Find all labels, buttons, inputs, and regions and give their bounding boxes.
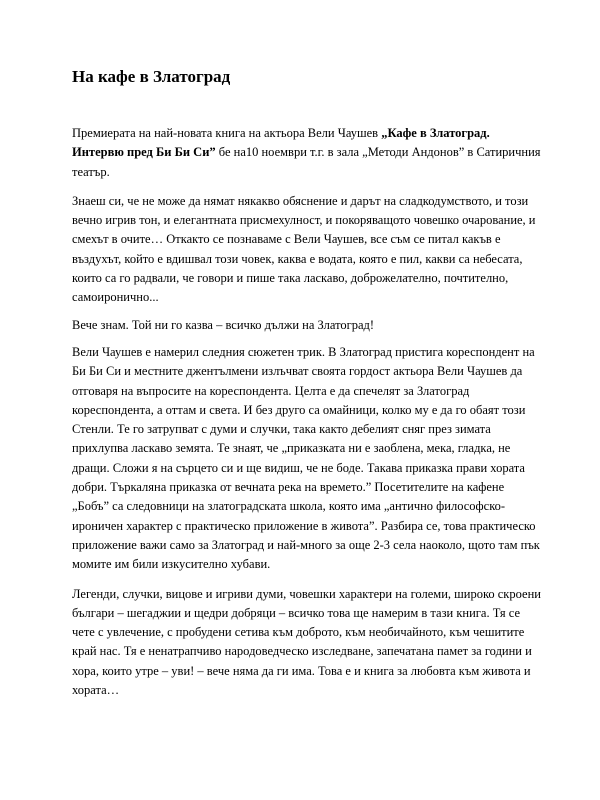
intro-text-end: бе на10 ноември т.г. в зала „Методи Андонов” в Сатиричния театър. xyxy=(72,145,541,179)
intro-text-start: Премиерата на най-новата книга на актьора Вели Чаушев xyxy=(72,126,382,140)
book-title: „Кафе в Златоград. Интервю пред Би Би Си” xyxy=(72,126,490,160)
paragraph-air-and-water: Знаеш си, че не може да нямат някакво обяснение и дарът на сладкодумството, и този вечно игрив тон, и елегантната присмехулност, и покоряващото човешко очарование, и смехът в очите… Откакто се познаваме с Вели Чаушев, все съм се питал какъв е въздухът, който е вдишвал този човек, каква е водата, която е пил, какви са небесата, които са го радвали, че говори и пише така ласкаво, доброжелателно, почтително, самоиронично... xyxy=(72,193,536,305)
document-title: На кафе в Златоград xyxy=(72,67,231,86)
intro-paragraph xyxy=(72,124,542,182)
paragraph-bbc-story: Вели Чаушев е намерил следния сюжетен трик. В Златоград пристига кореспондент на Би Би Си и местните джентълмени излъчват своята гордост актьора Вели Чаушев да отговаря на въпросите на кореспондента. Целта е да спечелят за Златоград кореспондента, а оттам и света. И без друго са омайници, колко му е да го обаят този Стенли. Те го затрупват с думи и случки, така както дебелият сняг през зимата прихлупва ласкаво земята. Те знаят, че „приказката ни е заоблена, мека, гладка, не дращи. Сложи я на сърцето си и ще видиш, че не боде. Такава приказка прави хората добри. Търкаляна приказка от вечната река на времето.” Посетителите на кафене „Бобъ” са следовници на златоградската школа, която има „антично философско-ироничен характер с практическо приложение в живота”. Разбира се, това практическо приложение важи само за Златоград и най-много за още 2-3 села наоколо, щото там пък момите им били изкусително хубави. xyxy=(72,344,540,572)
paragraph-zlatograd: Вече знам. Той ни го казва – всичко дължи на Златоград! xyxy=(72,317,375,332)
document-body xyxy=(72,124,542,710)
paragraph-legends: Легенди, случки, вицове и игриви думи, човешки характери на големи, широко скроени българи – шегаджии и щедри добряци – всичко това ще намерим в тази книга. Тя се чете с увлечение, с пробудени сетива към доброто, към необичайното, към чешитите край нас. Тя е ненатрапчиво народоведческо изследване, запечатана памет за години и хора, които утре – уви! – вече няма да ги има. Това е и книга за любовта към живота и хората… xyxy=(72,586,541,698)
